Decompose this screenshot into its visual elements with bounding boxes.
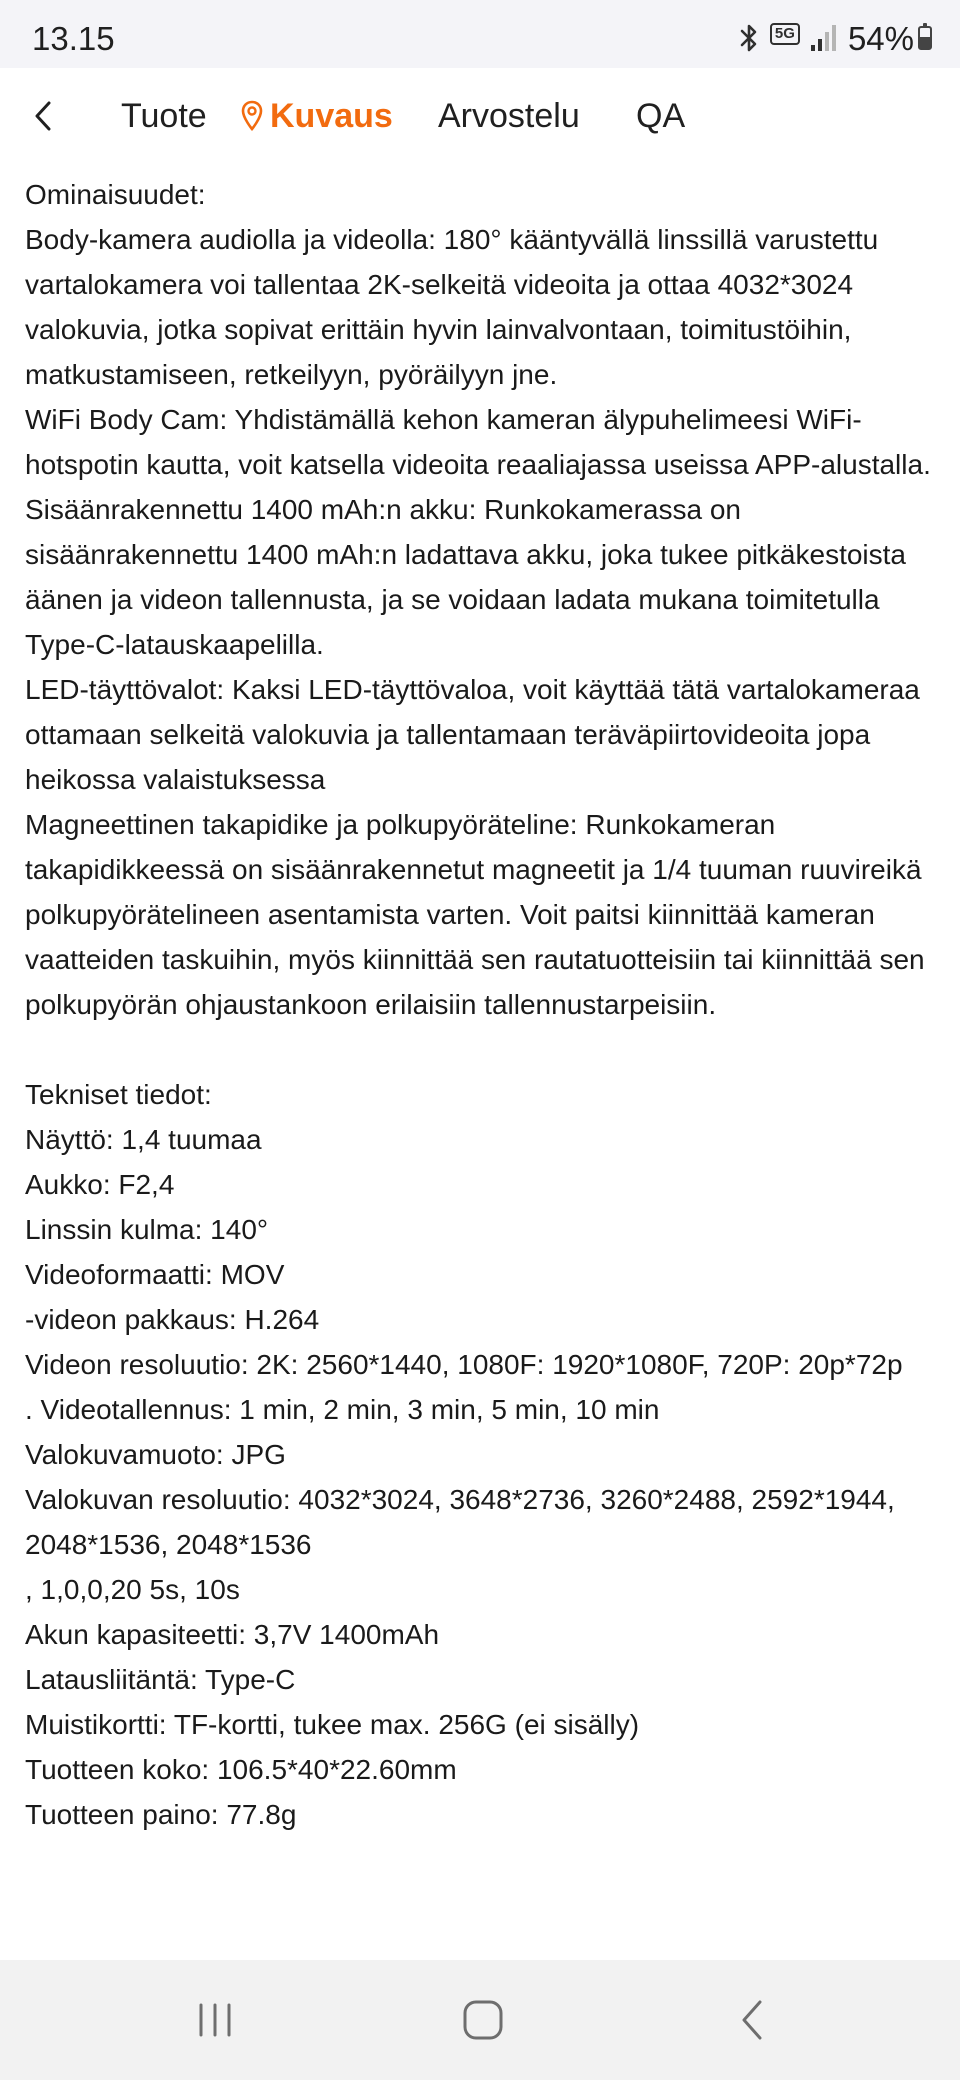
tab-reviews[interactable]: Arvostelu [438, 97, 580, 135]
status-icons [728, 18, 932, 58]
feature-item: WiFi Body Cam: Yhdistämällä kehon kameran älypuhelimeesi WiFi-hotspotin kautta, voit katsella videoita reaaliajassa useissa APP-alustalla. [25, 404, 931, 480]
tab-description[interactable] [240, 94, 393, 138]
tab-product[interactable]: Tuote [121, 97, 207, 135]
battery-icon [918, 26, 932, 50]
spec-item: Tuotteen koko: 106.5*40*22.60mm [25, 1754, 457, 1785]
spec-item: Videoformaatti: MOV [25, 1259, 285, 1290]
signal-icon [810, 23, 838, 53]
feature-item: LED-täyttövalot: Kaksi LED-täyttövaloa, voit käyttää tätä vartalokameraa ottamaan selkeitä valokuvia ja tallentamaan teräväpiirtovideoita jopa heikossa valaistuksessa [25, 674, 928, 795]
feature-item: Sisäänrakennettu 1400 mAh:n akku: Runkokamerassa on sisäänrakennettu 1400 mAh:n ladattava akku, joka tukee pitkäkestoista äänen ja videon tallennusta, ja se voidaan ladata mukana toimitetulla Type-C-latauskaapelilla. [25, 494, 914, 660]
spec-item: -videon pakkaus: H.264 [25, 1304, 320, 1335]
spec-item: Näyttö: 1,4 tuumaa [25, 1124, 262, 1155]
system-back-button[interactable] [723, 1990, 783, 2050]
feature-item: Magneettinen takapidike ja polkupyöräteline: Runkokameran takapidikkeessä on sisäänrakennetut magneetit ja 1/4 tuuman ruuvireikä polkupyörätelineen asentamista varten. Voit paitsi kiinnittää kameran vaatteiden taskuihin, myös kiinnittää sen rautatuotteisiin tai kiinnittää sen polkupyörän ohjaustankoon erilaisiin tallennustarpeisiin. [25, 809, 933, 1020]
battery-fill [920, 37, 930, 48]
spec-item: Latausliitäntä: Type-C [25, 1664, 296, 1695]
spec-item: Akun kapasiteetti: 3,7V 1400mAh [25, 1619, 440, 1650]
spec-item: Valokuvan resoluutio: 4032*3024, 3648*2736, 3260*2488, 2592*1944, 2048*1536, 2048*1536 [25, 1484, 903, 1560]
spec-item: Muistikortti: TF-kortti, tukee max. 256G (ei sisälly) [25, 1709, 640, 1740]
tab-qa[interactable]: QA [636, 97, 686, 135]
home-icon [461, 1998, 505, 2042]
product-description [25, 172, 945, 1960]
system-nav-bar [0, 1960, 960, 2080]
back-icon [738, 1998, 768, 2042]
recent-apps-icon [193, 2000, 237, 2040]
spec-item: Videon resoluutio: 2K: 2560*1440, 1080F: 1920*1080F, 720P: 20p*72p [25, 1349, 903, 1380]
spec-item: . Videotallennus: 1 min, 2 min, 3 min, 5 min, 10 min [25, 1394, 660, 1425]
status-time: 13.15 [32, 20, 115, 57]
battery-percentage: 54% [847, 19, 914, 57]
section-spacer [25, 1027, 945, 1072]
status-bar [0, 0, 960, 68]
home-button[interactable] [453, 1990, 513, 2050]
tab-description-label: Kuvaus [270, 97, 393, 135]
spec-item: , 1,0,0,20 5s, 10s [25, 1574, 240, 1605]
specs-heading: Tekniset tiedot: [25, 1079, 212, 1110]
top-nav [0, 68, 960, 164]
spec-item: Linssin kulma: 140° [25, 1214, 269, 1245]
spec-item: Tuotteen paino: 77.8g [25, 1799, 297, 1830]
feature-item: Body-kamera audiolla ja videolla: 180° kääntyvällä linssillä varustettu vartalokamera voi tallentaa 2K-selkeitä videoita ja ottaa 4032*3024 valokuvia, jotka sopivat erittäin hyvin lainvalvontaan, toimitustöihin, matkustamiseen, retkeilyyn, pyöräilyyn jne. [25, 224, 886, 390]
spec-item: Valokuvamuoto: JPG [25, 1439, 286, 1470]
location-pin-icon [240, 100, 264, 132]
network-5g-icon: 5G [770, 23, 800, 45]
chevron-left-icon [30, 98, 58, 134]
bluetooth-icon [738, 23, 760, 53]
features-heading: Ominaisuudet: [25, 179, 206, 210]
spec-item: Aukko: F2,4 [25, 1169, 175, 1200]
recent-apps-button[interactable] [185, 1990, 245, 2050]
back-button[interactable] [20, 92, 68, 140]
